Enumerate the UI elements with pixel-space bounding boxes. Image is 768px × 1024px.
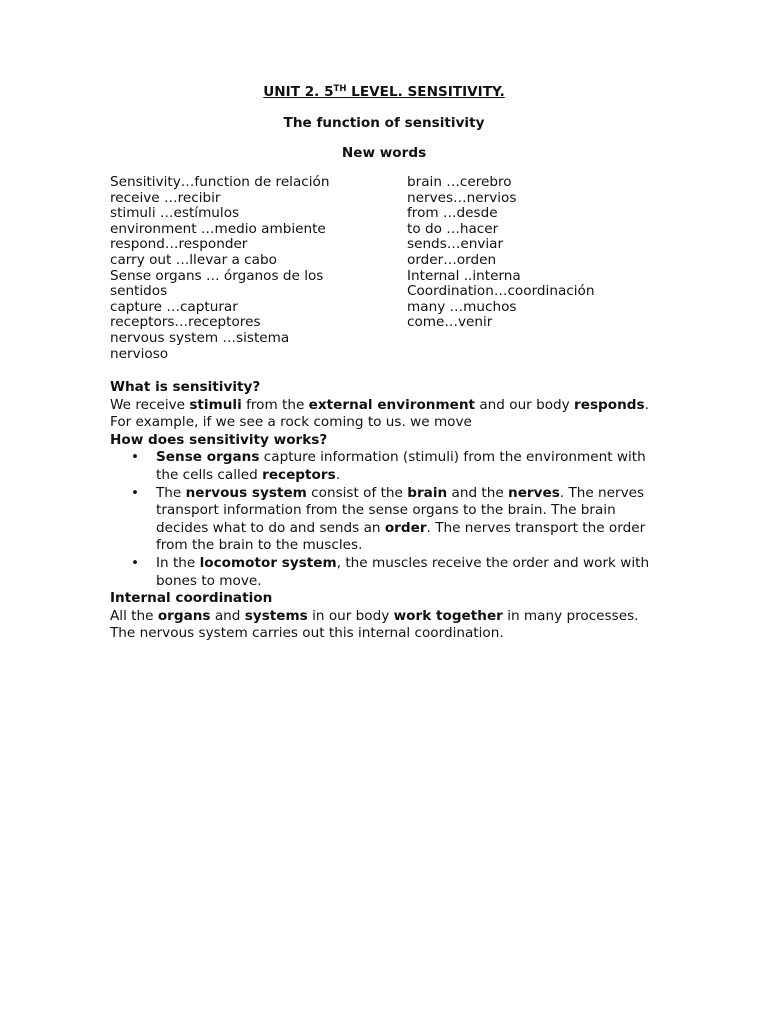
vocab-item: Coordination…coordinación bbox=[407, 283, 595, 300]
vocab-item: carry out …llevar a cabo bbox=[110, 251, 277, 268]
vocab-item: receive …recibir bbox=[110, 189, 221, 206]
document-subtitle: The function of sensitivity bbox=[283, 115, 485, 131]
vocab-item: many …muchos bbox=[407, 298, 517, 315]
section-heading-internal-coordination: Internal coordination bbox=[110, 590, 273, 607]
vocab-item: environment …medio ambiente bbox=[110, 220, 326, 237]
document-body bbox=[110, 379, 655, 643]
paragraph-internal-coordination: All the organs and systems in our body work together in many processes. The nervous system carries out this internal coordination. bbox=[110, 607, 639, 642]
vocab-item: nervous system …sistema bbox=[110, 329, 290, 346]
list-item: • In the locomotor system, the muscles receive the order and work with bones to move. bbox=[131, 554, 650, 589]
section-heading-what-is-sensitivity: What is sensitivity? bbox=[110, 379, 261, 395]
vocabulary-left-column bbox=[110, 175, 360, 362]
vocab-item: from …desde bbox=[407, 205, 498, 222]
vocab-item: respond…responder bbox=[110, 236, 248, 253]
vocab-item: Internal ..interna bbox=[407, 267, 521, 284]
document-title bbox=[0, 84, 768, 100]
bullet-icon: • bbox=[131, 449, 140, 466]
list-item: • Sense organs capture information (stimuli) from the environment with the cells called receptors. bbox=[131, 449, 646, 483]
vocab-item: order…orden bbox=[407, 251, 497, 268]
title-superscript: TH bbox=[333, 84, 347, 94]
vocab-item: nervioso bbox=[110, 345, 169, 362]
new-words-heading: New words bbox=[341, 145, 427, 161]
vocab-item: brain …cerebro bbox=[407, 174, 512, 190]
section-heading-how-sensitivity-works: How does sensitivity works? bbox=[110, 431, 328, 448]
vocab-item: come…venir bbox=[407, 314, 493, 331]
vocab-item: nerves…nervios bbox=[407, 189, 517, 206]
vocab-item: sends…enviar bbox=[407, 236, 504, 253]
list-item: • The nervous system consist of the brain and the nerves. The nerves transport information from the sense organs to the brain. The brain decides what to do and sends an order. The nerves transport the order from the brain to the muscles. bbox=[131, 484, 646, 554]
vocab-item: Sensitivity…function de relación bbox=[110, 174, 330, 190]
title-text: UNIT 2. 5TH LEVEL. SENSITIVITY. bbox=[263, 84, 505, 100]
bullet-list bbox=[110, 449, 655, 590]
bullet-icon: • bbox=[131, 554, 140, 571]
vocab-item: to do …hacer bbox=[407, 220, 499, 237]
bullet-icon: • bbox=[131, 484, 140, 501]
paragraph-what-is-sensitivity: We receive stimuli from the external environment and our body responds. For example, if we see a rock coming to us. we move bbox=[110, 396, 649, 431]
vocab-item: sentidos bbox=[110, 283, 168, 300]
vocab-item: stimuli …estímulos bbox=[110, 205, 240, 222]
vocab-item: Sense organs … órganos de los bbox=[110, 267, 324, 284]
vocabulary-right-column bbox=[407, 175, 657, 331]
vocab-item: receptors…receptores bbox=[110, 314, 261, 331]
vocab-item: capture …capturar bbox=[110, 298, 238, 315]
